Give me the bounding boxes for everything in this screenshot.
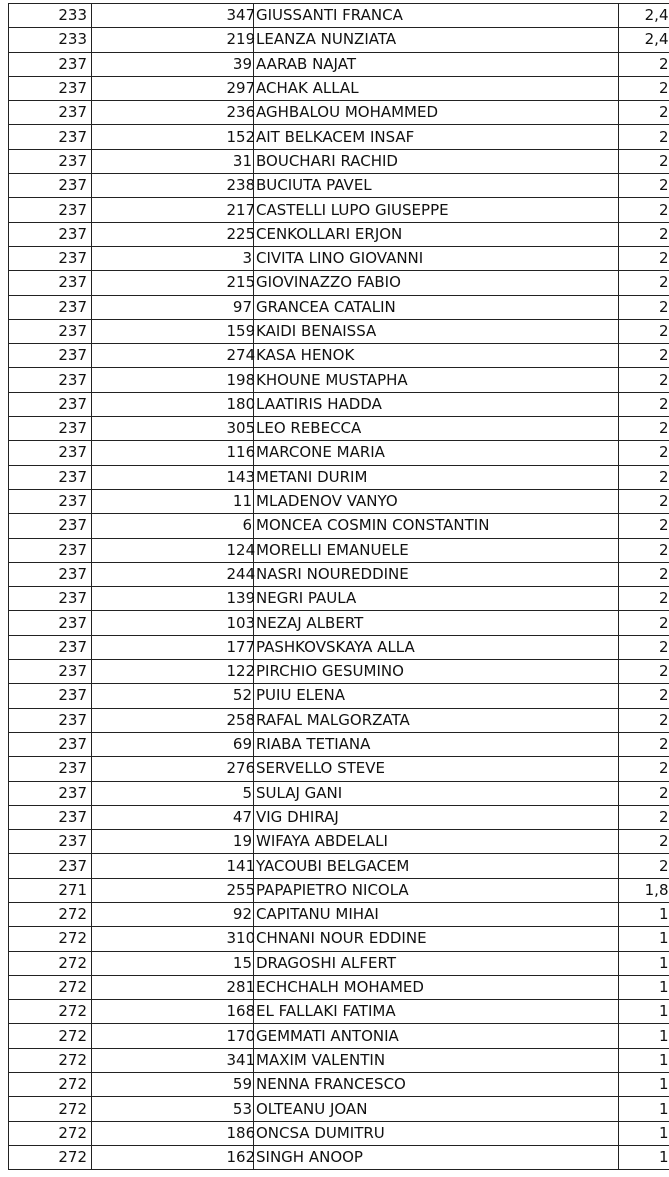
id-cell: 47	[227, 805, 254, 829]
rank-cell: 237	[9, 465, 92, 489]
name-cell: PIRCHIO GESUMINO	[254, 660, 619, 684]
id-cell: 143	[227, 465, 254, 489]
blank-cell	[92, 878, 227, 902]
blank-cell	[92, 611, 227, 635]
rank-cell: 272	[9, 1000, 92, 1024]
ranking-table-body	[9, 4, 669, 1170]
name-cell: LAATIRIS HADDA	[254, 392, 619, 416]
blank-cell	[92, 635, 227, 659]
name-cell: NENNA FRANCESCO	[254, 1073, 619, 1097]
score-cell: 2	[619, 684, 669, 708]
score-cell: 2	[619, 441, 669, 465]
name-cell: VIG DHIRAJ	[254, 805, 619, 829]
score-cell: 1	[619, 975, 669, 999]
rank-cell: 272	[9, 975, 92, 999]
blank-cell	[92, 344, 227, 368]
name-cell: SINGH ANOOP	[254, 1145, 619, 1169]
table-row	[9, 878, 669, 902]
rank-cell: 233	[9, 4, 92, 28]
id-cell: 122	[227, 660, 254, 684]
table-row	[9, 125, 669, 149]
table-row	[9, 1121, 669, 1145]
id-cell: 92	[227, 902, 254, 926]
blank-cell	[92, 222, 227, 246]
rank-cell: 237	[9, 489, 92, 513]
table-row	[9, 732, 669, 756]
id-cell: 177	[227, 635, 254, 659]
blank-cell	[92, 28, 227, 52]
rank-cell: 237	[9, 635, 92, 659]
blank-cell	[92, 781, 227, 805]
rank-cell: 237	[9, 125, 92, 149]
id-cell: 310	[227, 927, 254, 951]
id-cell: 198	[227, 368, 254, 392]
table-row	[9, 927, 669, 951]
name-cell: PASHKOVSKAYA ALLA	[254, 635, 619, 659]
blank-cell	[92, 1145, 227, 1169]
blank-cell	[92, 52, 227, 76]
name-cell: ONCSA DUMITRU	[254, 1121, 619, 1145]
id-cell: 341	[227, 1048, 254, 1072]
score-cell: 2	[619, 805, 669, 829]
score-cell: 2	[619, 76, 669, 100]
table-row	[9, 222, 669, 246]
blank-cell	[92, 805, 227, 829]
blank-cell	[92, 198, 227, 222]
rank-cell: 237	[9, 174, 92, 198]
id-cell: 170	[227, 1024, 254, 1048]
blank-cell	[92, 514, 227, 538]
name-cell: CASTELLI LUPO GIUSEPPE	[254, 198, 619, 222]
blank-cell	[92, 4, 227, 28]
blank-cell	[92, 101, 227, 125]
rank-cell: 272	[9, 1024, 92, 1048]
id-cell: 347	[227, 4, 254, 28]
table-row	[9, 295, 669, 319]
name-cell: CENKOLLARI ERJON	[254, 222, 619, 246]
id-cell: 69	[227, 732, 254, 756]
score-cell: 2	[619, 246, 669, 270]
blank-cell	[92, 562, 227, 586]
table-row	[9, 1000, 669, 1024]
table-row	[9, 1024, 669, 1048]
name-cell: KASA HENOK	[254, 344, 619, 368]
rank-cell: 237	[9, 538, 92, 562]
rank-cell: 237	[9, 660, 92, 684]
name-cell: EL FALLAKI FATIMA	[254, 1000, 619, 1024]
id-cell: 162	[227, 1145, 254, 1169]
table-row	[9, 76, 669, 100]
name-cell: MAXIM VALENTIN	[254, 1048, 619, 1072]
score-cell: 2	[619, 489, 669, 513]
id-cell: 305	[227, 417, 254, 441]
name-cell: KHOUNE MUSTAPHA	[254, 368, 619, 392]
score-cell: 1	[619, 1073, 669, 1097]
blank-cell	[92, 587, 227, 611]
table-row	[9, 1145, 669, 1169]
id-cell: 124	[227, 538, 254, 562]
blank-cell	[92, 125, 227, 149]
id-cell: 168	[227, 1000, 254, 1024]
rank-cell: 237	[9, 830, 92, 854]
name-cell: AGHBALOU MOHAMMED	[254, 101, 619, 125]
table-row	[9, 757, 669, 781]
rank-cell: 237	[9, 344, 92, 368]
id-cell: 59	[227, 1073, 254, 1097]
blank-cell	[92, 757, 227, 781]
blank-cell	[92, 660, 227, 684]
score-cell: 2	[619, 854, 669, 878]
rank-cell: 237	[9, 76, 92, 100]
name-cell: GIUSSANTI FRANCA	[254, 4, 619, 28]
name-cell: OLTEANU JOAN	[254, 1097, 619, 1121]
score-cell: 1	[619, 927, 669, 951]
blank-cell	[92, 927, 227, 951]
blank-cell	[92, 392, 227, 416]
score-cell: 2	[619, 562, 669, 586]
id-cell: 103	[227, 611, 254, 635]
blank-cell	[92, 319, 227, 343]
id-cell: 97	[227, 295, 254, 319]
table-row	[9, 271, 669, 295]
table-row	[9, 392, 669, 416]
table-row	[9, 854, 669, 878]
name-cell: MORELLI EMANUELE	[254, 538, 619, 562]
blank-cell	[92, 441, 227, 465]
rank-cell: 237	[9, 222, 92, 246]
score-cell: 1	[619, 1097, 669, 1121]
blank-cell	[92, 76, 227, 100]
rank-cell: 237	[9, 441, 92, 465]
blank-cell	[92, 149, 227, 173]
table-row	[9, 514, 669, 538]
name-cell: RIABA TETIANA	[254, 732, 619, 756]
rank-cell: 237	[9, 368, 92, 392]
name-cell: MARCONE MARIA	[254, 441, 619, 465]
id-cell: 159	[227, 319, 254, 343]
score-cell: 2	[619, 660, 669, 684]
id-cell: 274	[227, 344, 254, 368]
name-cell: LEANZA NUNZIATA	[254, 28, 619, 52]
score-cell: 2	[619, 417, 669, 441]
score-cell: 2	[619, 52, 669, 76]
rank-cell: 271	[9, 878, 92, 902]
id-cell: 11	[227, 489, 254, 513]
name-cell: CAPITANU MIHAI	[254, 902, 619, 926]
rank-cell: 237	[9, 732, 92, 756]
score-cell: 1	[619, 1000, 669, 1024]
blank-cell	[92, 951, 227, 975]
score-cell: 2	[619, 344, 669, 368]
rank-cell: 272	[9, 902, 92, 926]
score-cell: 2	[619, 222, 669, 246]
blank-cell	[92, 684, 227, 708]
blank-cell	[92, 854, 227, 878]
table-row	[9, 611, 669, 635]
table-row	[9, 319, 669, 343]
id-cell: 217	[227, 198, 254, 222]
rank-cell: 272	[9, 951, 92, 975]
name-cell: GRANCEA CATALIN	[254, 295, 619, 319]
name-cell: GEMMATI ANTONIA	[254, 1024, 619, 1048]
table-row	[9, 708, 669, 732]
id-cell: 258	[227, 708, 254, 732]
table-row	[9, 781, 669, 805]
rank-cell: 237	[9, 295, 92, 319]
name-cell: NASRI NOUREDDINE	[254, 562, 619, 586]
score-cell: 2	[619, 271, 669, 295]
score-cell: 2	[619, 757, 669, 781]
score-cell: 2	[619, 708, 669, 732]
table-row	[9, 198, 669, 222]
table-row	[9, 4, 669, 28]
score-cell: 2	[619, 830, 669, 854]
rank-cell: 237	[9, 611, 92, 635]
blank-cell	[92, 271, 227, 295]
score-cell: 1	[619, 902, 669, 926]
rank-cell: 237	[9, 781, 92, 805]
score-cell: 1	[619, 1024, 669, 1048]
name-cell: MLADENOV VANYO	[254, 489, 619, 513]
score-cell: 2	[619, 781, 669, 805]
blank-cell	[92, 1097, 227, 1121]
id-cell: 297	[227, 76, 254, 100]
name-cell: CIVITA LINO GIOVANNI	[254, 246, 619, 270]
score-cell: 2	[619, 392, 669, 416]
blank-cell	[92, 830, 227, 854]
table-row	[9, 538, 669, 562]
table-row	[9, 1048, 669, 1072]
rank-cell: 237	[9, 417, 92, 441]
table-row	[9, 660, 669, 684]
table-row	[9, 101, 669, 125]
table-row	[9, 441, 669, 465]
score-cell: 2	[619, 101, 669, 125]
table-row	[9, 975, 669, 999]
blank-cell	[92, 902, 227, 926]
score-cell: 2	[619, 368, 669, 392]
name-cell: DRAGOSHI ALFERT	[254, 951, 619, 975]
score-cell: 1	[619, 1048, 669, 1072]
score-cell: 2	[619, 538, 669, 562]
rank-cell: 272	[9, 1121, 92, 1145]
id-cell: 139	[227, 587, 254, 611]
score-cell: 1,8	[619, 878, 669, 902]
id-cell: 19	[227, 830, 254, 854]
ranking-table	[8, 3, 669, 1170]
blank-cell	[92, 975, 227, 999]
rank-cell: 272	[9, 927, 92, 951]
id-cell: 244	[227, 562, 254, 586]
rank-cell: 233	[9, 28, 92, 52]
name-cell: YACOUBI BELGACEM	[254, 854, 619, 878]
name-cell: PUIU ELENA	[254, 684, 619, 708]
rank-cell: 237	[9, 514, 92, 538]
name-cell: PAPAPIETRO NICOLA	[254, 878, 619, 902]
rank-cell: 237	[9, 854, 92, 878]
table-row	[9, 246, 669, 270]
name-cell: RAFAL MALGORZATA	[254, 708, 619, 732]
id-cell: 281	[227, 975, 254, 999]
id-cell: 6	[227, 514, 254, 538]
score-cell: 1	[619, 951, 669, 975]
rank-cell: 237	[9, 587, 92, 611]
name-cell: BUCIUTA PAVEL	[254, 174, 619, 198]
score-cell: 2,4	[619, 4, 669, 28]
name-cell: AARAB NAJAT	[254, 52, 619, 76]
table-row	[9, 562, 669, 586]
score-cell: 2	[619, 732, 669, 756]
name-cell: GIOVINAZZO FABIO	[254, 271, 619, 295]
blank-cell	[92, 1121, 227, 1145]
score-cell: 1	[619, 1145, 669, 1169]
table-row	[9, 830, 669, 854]
id-cell: 141	[227, 854, 254, 878]
table-row	[9, 344, 669, 368]
rank-cell: 237	[9, 684, 92, 708]
rank-cell: 237	[9, 562, 92, 586]
id-cell: 52	[227, 684, 254, 708]
score-cell: 2	[619, 465, 669, 489]
id-cell: 255	[227, 878, 254, 902]
name-cell: KAIDI BENAISSA	[254, 319, 619, 343]
table-row	[9, 28, 669, 52]
blank-cell	[92, 246, 227, 270]
id-cell: 3	[227, 246, 254, 270]
score-cell: 2	[619, 174, 669, 198]
score-cell: 2	[619, 319, 669, 343]
table-row	[9, 417, 669, 441]
blank-cell	[92, 1000, 227, 1024]
score-cell: 2	[619, 587, 669, 611]
id-cell: 31	[227, 149, 254, 173]
blank-cell	[92, 732, 227, 756]
rank-cell: 237	[9, 708, 92, 732]
name-cell: CHNANI NOUR EDDINE	[254, 927, 619, 951]
rank-cell: 237	[9, 246, 92, 270]
blank-cell	[92, 489, 227, 513]
name-cell: BOUCHARI RACHID	[254, 149, 619, 173]
table-row	[9, 951, 669, 975]
score-cell: 1	[619, 1121, 669, 1145]
id-cell: 238	[227, 174, 254, 198]
name-cell: NEGRI PAULA	[254, 587, 619, 611]
rank-cell: 237	[9, 271, 92, 295]
table-row	[9, 489, 669, 513]
score-cell: 2	[619, 149, 669, 173]
id-cell: 276	[227, 757, 254, 781]
id-cell: 53	[227, 1097, 254, 1121]
blank-cell	[92, 708, 227, 732]
rank-cell: 272	[9, 1073, 92, 1097]
score-cell: 2	[619, 295, 669, 319]
name-cell: SERVELLO STEVE	[254, 757, 619, 781]
table-row	[9, 52, 669, 76]
table-row	[9, 587, 669, 611]
blank-cell	[92, 1073, 227, 1097]
id-cell: 225	[227, 222, 254, 246]
id-cell: 152	[227, 125, 254, 149]
rank-cell: 272	[9, 1097, 92, 1121]
rank-cell: 237	[9, 101, 92, 125]
rank-cell: 237	[9, 198, 92, 222]
name-cell: AIT BELKACEM INSAF	[254, 125, 619, 149]
id-cell: 180	[227, 392, 254, 416]
id-cell: 116	[227, 441, 254, 465]
score-cell: 2,4	[619, 28, 669, 52]
rank-cell: 237	[9, 319, 92, 343]
table-row	[9, 1097, 669, 1121]
table-row	[9, 174, 669, 198]
rank-cell: 237	[9, 757, 92, 781]
table-row	[9, 465, 669, 489]
score-cell: 2	[619, 125, 669, 149]
table-row	[9, 1073, 669, 1097]
table-row	[9, 684, 669, 708]
blank-cell	[92, 368, 227, 392]
id-cell: 186	[227, 1121, 254, 1145]
blank-cell	[92, 465, 227, 489]
rank-cell: 237	[9, 805, 92, 829]
rank-cell: 237	[9, 392, 92, 416]
id-cell: 39	[227, 52, 254, 76]
blank-cell	[92, 1024, 227, 1048]
table-row	[9, 805, 669, 829]
rank-cell: 272	[9, 1145, 92, 1169]
score-cell: 2	[619, 635, 669, 659]
name-cell: ACHAK ALLAL	[254, 76, 619, 100]
blank-cell	[92, 1048, 227, 1072]
name-cell: WIFAYA ABDELALI	[254, 830, 619, 854]
score-cell: 2	[619, 198, 669, 222]
table-row	[9, 368, 669, 392]
name-cell: MONCEA COSMIN CONSTANTIN	[254, 514, 619, 538]
id-cell: 5	[227, 781, 254, 805]
id-cell: 215	[227, 271, 254, 295]
blank-cell	[92, 538, 227, 562]
table-row	[9, 149, 669, 173]
blank-cell	[92, 417, 227, 441]
id-cell: 219	[227, 28, 254, 52]
name-cell: NEZAJ ALBERT	[254, 611, 619, 635]
id-cell: 15	[227, 951, 254, 975]
score-cell: 2	[619, 611, 669, 635]
table-row	[9, 635, 669, 659]
blank-cell	[92, 295, 227, 319]
rank-cell: 272	[9, 1048, 92, 1072]
table-row	[9, 902, 669, 926]
blank-cell	[92, 174, 227, 198]
score-cell: 2	[619, 514, 669, 538]
name-cell: METANI DURIM	[254, 465, 619, 489]
rank-cell: 237	[9, 149, 92, 173]
rank-cell: 237	[9, 52, 92, 76]
name-cell: ECHCHALH MOHAMED	[254, 975, 619, 999]
name-cell: SULAJ GANI	[254, 781, 619, 805]
name-cell: LEO REBECCA	[254, 417, 619, 441]
id-cell: 236	[227, 101, 254, 125]
